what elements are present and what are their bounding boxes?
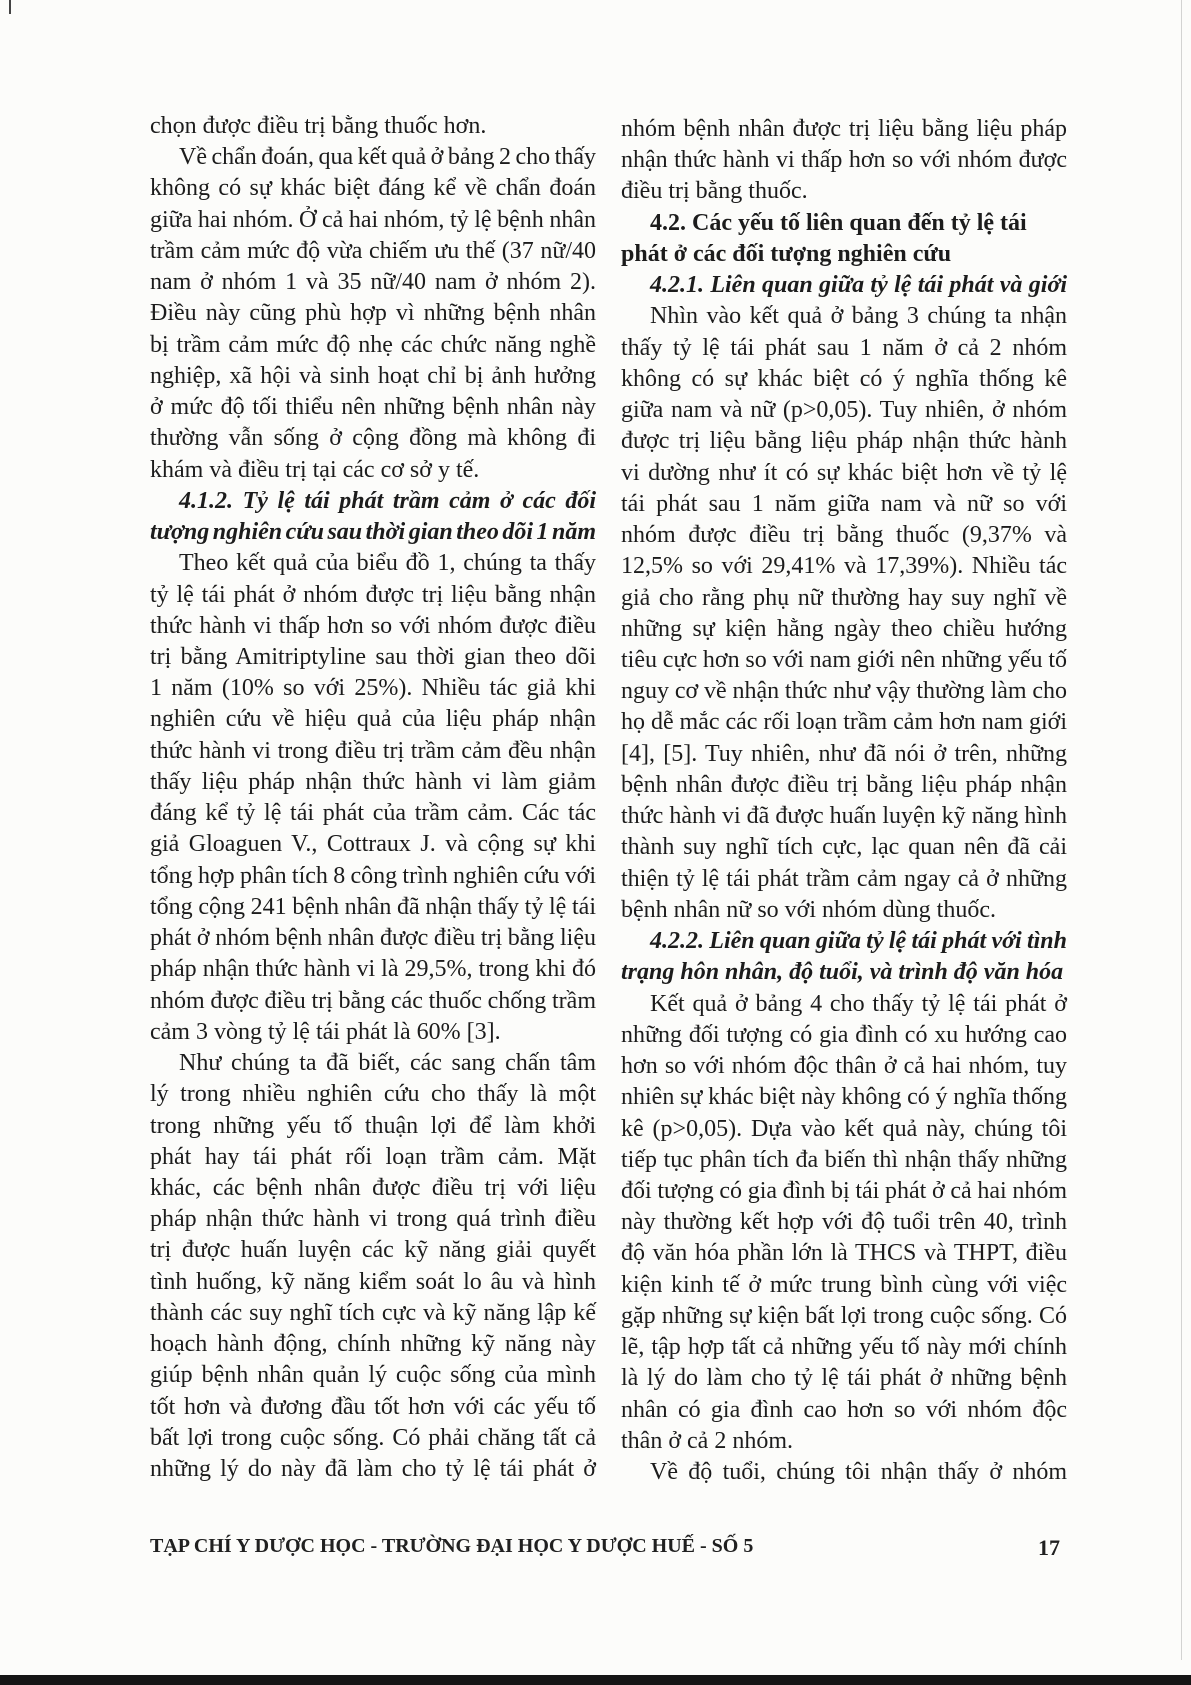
paragraph-line: thành các suy nghĩ tích cực và kỹ năng lập kế — [150, 1299, 596, 1326]
page-number: 17 — [1038, 1535, 1060, 1560]
paragraph-line: kê (p>0,05). Dựa vào kết quả này, chúng tôi — [621, 1115, 1067, 1142]
paragraph-line: trầm cảm mức độ vừa chiếm ưu thế (37 nữ/40 — [150, 237, 596, 264]
subsection-heading: trạng hôn nhân, độ tuổi, và trình độ văn hóa — [621, 959, 1064, 986]
paragraph-line: tái phát sau 1 năm giữa nam và nữ so với — [621, 490, 1067, 517]
paragraph-line: Về độ tuổi, chúng tôi nhận thấy ở nhóm — [650, 1459, 1067, 1486]
paragraph-line: tổng hợp phân tích 8 công trình nghiên cứu với — [150, 862, 596, 889]
paragraph-line: cảm 3 vòng tỷ lệ tái phát là 60% [3]. — [150, 1018, 501, 1045]
section-heading: phát ở các đối tượng nghiên cứu — [621, 240, 952, 267]
paragraph-line: nhóm bệnh nhân được trị liệu bằng liệu pháp — [621, 116, 1067, 142]
right-column — [621, 114, 1067, 1488]
paragraph-line: trị bằng Amitriptyline sau thời gian theo dõi — [150, 643, 596, 670]
paragraph-line: giữa hai nhóm. Ở cả hai nhóm, tỷ lệ bệnh nhân — [150, 206, 597, 233]
paragraph-line: thức hành vi trong điều trị trầm cảm đều nhận — [150, 737, 596, 764]
subsection-heading: 4.2.1. Liên quan giữa tỷ lệ tái phát và giới — [650, 272, 1067, 299]
paragraph-line: trong những yếu tố thuận lợi để làm khởi — [150, 1112, 596, 1139]
paragraph-line: thường vẫn sống ở cộng đồng mà không đi — [150, 425, 596, 452]
paragraph-line: 1 năm (10% so với 25%). Nhiều tác giả khi — [150, 675, 596, 702]
paragraph-line: chọn được điều trị bằng thuốc hơn. — [150, 113, 487, 139]
scan-mark-top-left — [9, 0, 11, 14]
paragraph-line: độ văn hóa phần lớn là THCS và THPT, điều — [621, 1240, 1067, 1267]
paragraph-line: vi dường như ít có sự khác biệt hơn về tỷ lệ — [621, 459, 1067, 486]
paragraph-line: nhóm được điều trị bằng các thuốc chống trầm — [150, 987, 596, 1014]
paragraph-line: những sự kiện hằng ngày theo chiều hướng — [621, 615, 1067, 642]
paragraph-line: thức hành vi thấp hơn so với nhóm được điều — [150, 612, 596, 639]
paragraph-line: trị được huấn luyện các kỹ năng giải quyết — [150, 1237, 596, 1264]
paragraph-line: bệnh nhân nữ so với nhóm dùng thuốc. — [621, 896, 996, 923]
paragraph-line: kiện kinh tế ở mức trung bình cùng với việc — [621, 1271, 1067, 1298]
paragraph-line: được trị liệu bằng liệu pháp nhận thức hành — [621, 428, 1067, 455]
paragraph-line: nghiệp, xã hội và sinh hoạt chỉ bị ảnh hưởng — [150, 362, 596, 389]
paragraph-line: nhân có gia đình cao hơn so với nhóm độc — [621, 1396, 1067, 1423]
paragraph-line: những lý do này đã làm cho tỷ lệ tái phát ở — [150, 1456, 596, 1483]
paragraph-line: không có sự khác biệt có ý nghĩa thống kê — [621, 365, 1067, 392]
paragraph-line: đối tượng có gia đình bị tái phát ở cả hai nhóm — [621, 1177, 1067, 1204]
paragraph-line: thiện tỷ lệ tái phát trầm cảm ngay cả ở những — [621, 865, 1067, 892]
paragraph-line: thân ở cả 2 nhóm. — [621, 1427, 793, 1454]
scan-edge-bottom — [0, 1675, 1191, 1685]
paragraph-line: này thường kết hợp với độ tuổi trên 40, trình — [621, 1209, 1067, 1236]
paragraph-line: phát ở nhóm bệnh nhân được điều trị bằng liệu — [150, 925, 597, 952]
paragraph-line: lý trong nhiều nghiên cứu cho thấy là một — [150, 1081, 596, 1108]
section-heading: 4.1.2. Tỷ lệ tái phát trầm cảm ở các đối — [179, 487, 596, 514]
paragraph-line: tiếp tục phân tích đa biến thì nhận thấy những — [621, 1146, 1067, 1173]
journal-footer: TẠP CHÍ Y DƯỢC HỌC - TRƯỜNG ĐẠI HỌC Y DƯỢC HUẾ - SỐ 5 — [150, 1535, 754, 1557]
paragraph-line: Như chúng ta đã biết, các sang chấn tâm — [179, 1050, 596, 1077]
paragraph-line: bệnh nhân được điều trị bằng liệu pháp nhận — [621, 771, 1067, 798]
paragraph-line: đáng kể tỷ lệ tái phát của trầm cảm. Các tác — [150, 800, 596, 827]
paragraph-line: nghiên cứu về hiệu quả của liệu pháp nhận — [150, 706, 596, 733]
paragraph-line: Điều này cũng phù hợp vì những bệnh nhân — [150, 300, 596, 327]
paragraph-line: tổng cộng 241 bệnh nhân đã nhận thấy tỷ lệ tái — [150, 893, 596, 920]
paragraph-line: bị trầm cảm mức độ nhẹ các chức năng nghề — [150, 331, 596, 358]
paragraph-line: nhận thức hành vi thấp hơn so với nhóm được — [621, 147, 1067, 174]
paragraph-line: thấy tỷ lệ tái phát sau 1 năm ở cả 2 nhóm — [621, 334, 1067, 361]
paragraph-line: họ dễ mắc các rối loạn trầm cảm hơn nam giới — [621, 709, 1067, 736]
paragraph-line: hơn so với nhóm độc thân ở cả hai nhóm, tuy — [621, 1053, 1067, 1080]
paragraph-line: điều trị bằng thuốc. — [621, 178, 808, 205]
scan-edge-right — [1181, 0, 1182, 1660]
paragraph-line: Theo kết quả của biểu đồ 1, chúng ta thấy — [179, 550, 596, 577]
paragraph-line: thành suy nghĩ tích cực, lạc quan nên đã cải — [621, 834, 1067, 861]
paragraph-line: 12,5% so với 29,41% và 17,39%). Nhiều tác — [621, 553, 1067, 580]
paragraph-line: không có sự khác biệt đáng kể về chẩn đoán — [150, 175, 596, 202]
paragraph-line: nam ở nhóm 1 và 35 nữ/40 nam ở nhóm 2). — [150, 269, 596, 296]
paragraph-line: pháp nhận thức hành vi là 29,5%, trong khi đó — [150, 956, 596, 983]
paragraph-line: thức hành vi đã được huấn luyện kỹ năng hình — [621, 803, 1067, 830]
paragraph-line: gặp những sự kiện bất lợi trong cuộc sống. Có — [621, 1302, 1067, 1329]
paragraph-line: Về chẩn đoán, qua kết quả ở bảng 2 cho thấy — [179, 144, 596, 171]
paragraph-line: những đối tượng có gia đình có xu hướng cao — [621, 1021, 1067, 1048]
paragraph-line: giả Gloaguen V., Cottraux J. và cộng sự khi — [150, 831, 596, 858]
paragraph-line: lẽ, tập hợp tất cả những yếu tố này mới chính — [621, 1334, 1067, 1361]
paragraph-line: Kết quả ở bảng 4 cho thấy tỷ lệ tái phát ở — [650, 990, 1067, 1017]
paragraph-line: nhóm được điều trị bằng thuốc (9,37% và — [621, 522, 1067, 549]
paragraph-line: pháp nhận thức hành vi trong quá trình điều — [150, 1206, 596, 1233]
paragraph-line: ở mức độ tối thiểu nên những bệnh nhân này — [150, 394, 596, 421]
paragraph-line: tỷ lệ tái phát ở nhóm được trị liệu bằng nhận — [150, 581, 596, 608]
paragraph-line: khác, các bệnh nhân được điều trị với liệu — [150, 1174, 596, 1201]
subsection-heading: 4.2.2. Liên quan giữa tỷ lệ tái phát với tình — [650, 928, 1067, 955]
paragraph-line: nguy cơ về nhận thức như vậy thường làm cho — [621, 678, 1067, 705]
paragraph-line: giúp bệnh nhân quản lý cuộc sống của mình — [150, 1362, 596, 1389]
paragraph-line: giả cho rằng phụ nữ thường hay suy nghĩ về — [621, 584, 1067, 611]
paragraph-line: thấy liệu pháp nhận thức hành vi làm giảm — [150, 768, 596, 795]
paragraph-line: Nhìn vào kết quả ở bảng 3 chúng ta nhận — [650, 303, 1067, 330]
paragraph-line: là lý do làm cho tỷ lệ tái phát ở những bệnh — [621, 1365, 1067, 1392]
paragraph-line: bất lợi trong cuộc sống. Có phải chăng tất cả — [150, 1424, 596, 1451]
paragraph-line: tình huống, kỹ năng kiểm soát lo âu và hình — [150, 1268, 596, 1295]
paragraph-line: nhiên sự khác biệt này không có ý nghĩa thống — [621, 1084, 1067, 1111]
paragraph-line: phát hay tái phát rối loạn trầm cảm. Mặt — [150, 1143, 596, 1170]
left-column — [150, 111, 596, 1485]
paragraph-line: tốt hơn và đương đầu tốt hơn với các yếu tố — [150, 1393, 596, 1420]
paragraph-line: [4], [5]. Tuy nhiên, như đã nói ở trên, những — [621, 740, 1067, 767]
paragraph-line: hoạch hành động, chính những kỹ năng này — [150, 1331, 596, 1358]
paragraph-line: khám và điều trị tại các cơ sở y tế. — [150, 456, 480, 483]
section-heading: 4.2. Các yếu tố liên quan đến tỷ lệ tái — [650, 209, 1027, 236]
paragraph-line: giữa nam và nữ (p>0,05). Tuy nhiên, ở nhóm — [621, 397, 1067, 424]
paragraph-line: tiêu cực hơn so với nam giới nên những yếu tố — [621, 646, 1067, 673]
section-heading: tượng nghiên cứu sau thời gian theo dõi 1 năm — [150, 519, 596, 546]
